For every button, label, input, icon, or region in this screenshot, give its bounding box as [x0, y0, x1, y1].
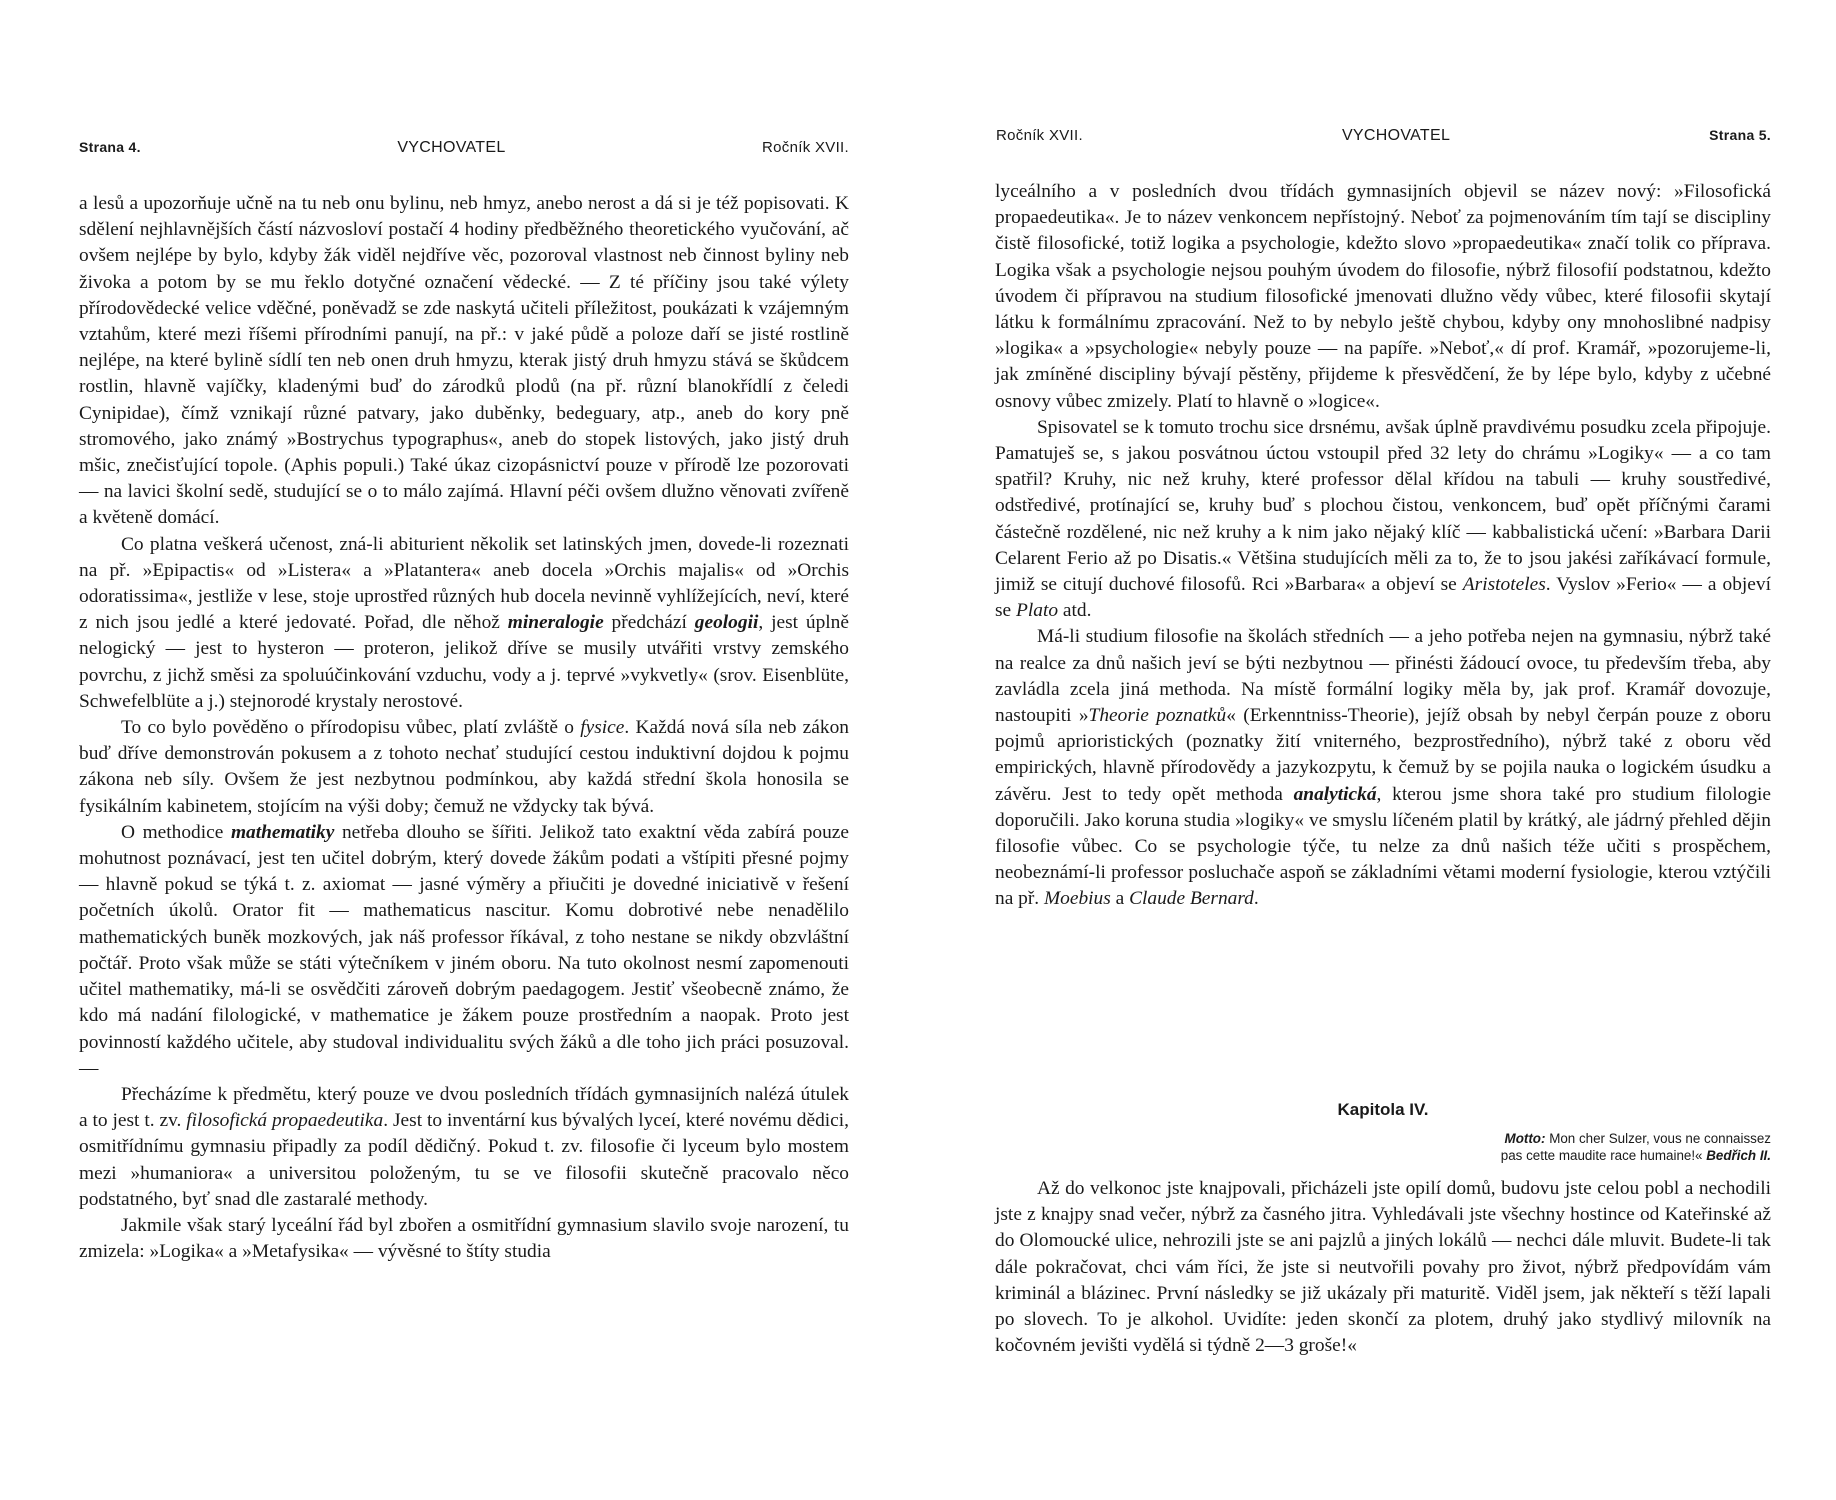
text-run: a	[1110, 888, 1130, 910]
paragraph	[79, 532, 849, 715]
motto-line-1	[1338, 1130, 1771, 1147]
paragraph	[79, 1082, 849, 1213]
text-run: , jest úplně nelogický — jest to hysteron — proteron, jelikož dříve se musily utvářiti vrstvy zemského povrchu, z jichž směsi za spoluúčinkování vzduchu, vody a j. teprvé »vykvetly« (srov. Eisenblüte, Schwefelblüte a j.) stejnorodé krystaly nerostové.	[79, 612, 849, 712]
text-run: Spisovatel se k tomuto trochu sice drsnému, avšak úplně pravdivému posudku zcela připojuje. Pamatuješ se, s jakou posvátnou úctou vstoupil před 32 lety do chrámu »Logiky« — a co tam spatřil? Kruhy, nic než kruhy, které professor dělal křídou na tabuli — kruhy soustředivé, odstředivé, protínající se, kruhy buď s plochou čistou, venkoncem, buď opět příčnými čarami částečně rozdělené, nic než kruhy a k nim jako nějaký klíč — kabbalistická učení: »Barbara Darii Celarent Ferio až po Disatis.« Většina studujících měli za to, že to jsou jakési zaříkávací formule, jimiž se citují duchové filosofů. Rci »Barbara« a objeví se	[995, 416, 1771, 596]
text-run: Jakmile však starý lyceální řád byl zbořen a osmitřídní gymnasium slavilo svoje narození, tu zmizela: »Logika« a »Metafysika« — vývěsné to štíty studia	[79, 1214, 849, 1263]
text-run: předchází	[603, 612, 695, 634]
text-run: O methodice	[121, 821, 231, 843]
emphasized-text: Moebius	[1044, 888, 1111, 910]
paragraph	[995, 179, 1771, 415]
right-page-label: Strana 5.	[1709, 127, 1771, 143]
text-run: lyceálního a v posledních dvou třídách gymnasijních objevil se název nový: »Filosofická propaedeutika«. Je to název venkoncem nepřístojný. Neboť za pojmenováním tím tají se discipliny čistě filosofické, totiž logika a psychologie, kdežto slovo »propaedeutika« značí tolik co příprava. Logika však a psychologie nejsou pouhým úvodem do filosofie, nýbrž filosofií podstatnou, kdežto úvodem či přípravou na studium filosofické jmenovati dlužno vědy vůbec, které filosofii skytají látku k formálnímu zpracování. Než to by nebylo ještě chybou, kdyby ony mnohoslibné nadpisy »logika« a »psychologie« nebyly pouze — na papíře. »Neboť,« dí prof. Kramář, »pozorujeme-li, jak zmíněné discipliny bývají pěstěny, přijdeme k přesvědčení, že by lépe bylo, kdyby z učebné osnovy vůbec zmizely. Platí to hlavně o »logice«.	[995, 181, 1771, 412]
emphasized-text: Aristoteles	[1462, 574, 1546, 596]
right-volume: Ročník XVII.	[996, 127, 1083, 144]
text-run: Co platna veškerá učenost, zná-li abiturient několik set latinských jmen, dovede-li rozeznati na př. »Epipactis« od »Listera« a »Platantera« aneb docela »Orchis majalis« od »Orchis odoratissima«, jestliže v lese, stoje uprostřed různých hub docela nevinně vyhlížejících, neví, které z nich jsou jedlé a které jedovaté. Pořad, dle něhož	[79, 533, 849, 634]
emphasized-text: fysice	[580, 717, 625, 739]
text-run: atd.	[1058, 600, 1092, 622]
paragraph	[995, 415, 1771, 625]
left-volume: Ročník XVII.	[762, 139, 849, 156]
text-run: . Vyslov »Ferio« — a objeví se	[995, 574, 1771, 622]
text-run: To co bylo pověděno o přírodopisu vůbec, platí zvláště o	[121, 717, 581, 739]
text-run: . Jest to inventární kus bývalých lyceí, které novému dědici, osmitřídnímu gymnasiu připadly za podíl dědičný. Pokud t. zv. filosofie či lyceum bylo mostem mezi »humaniora« a universitou položeným, tu se ve filosofii skutečně pracovalo něco podstatného, byť snad dle zastaralé methody.	[79, 1110, 849, 1210]
text-run: « (Erkenntniss-Theorie), jejíž obsah by nebyl čerpán pouze z oboru pojmů aprioristických (poznatky žití vniterného, bezprostředního), nýbrž také z oboru věd empirických, hlavně přírodovědy a jazykozpytu, k čemuž by se pojila nauka o logickém úsudku a závěru. Jest to tedy opět methoda	[995, 705, 1771, 805]
right-page	[918, 0, 1836, 1500]
text-run: , kterou jsme shora také pro studium filologie doporučili. Jako koruna studia »logiky« ve smyslu líčeném platil by krátký, ale jádrný přehled dějin filosofie vůbec. Co se psychologie týče, tu nelze za dnů našich téže učiti s prospěchem, neobeznámí-li professor posluchače aspoň se základními větami moderní fysiologie, kterou vztýčili na př.	[995, 783, 1771, 910]
motto-label: Motto:	[1504, 1131, 1546, 1146]
left-body-text	[79, 191, 849, 1265]
chapter-heading: Kapitola IV.	[1337, 1100, 1429, 1119]
left-journal-title: VYCHOVATEL	[397, 139, 506, 156]
text-run: Přecházíme k předmětu, který pouze ve dvou posledních třídách gymnasijních nalézá útulek a to jest t. zv.	[79, 1083, 849, 1132]
text-run: .	[1253, 888, 1259, 910]
motto-text-1: Mon cher Sulzer, vous ne connaissez	[1549, 1131, 1771, 1146]
paragraph	[995, 1176, 1771, 1359]
emphasized-text: analytická	[1293, 783, 1377, 805]
chapter-motto	[1338, 1130, 1771, 1164]
text-run: a lesů a upozorňuje učně na tu neb onu bylinu, neb hmyz, anebo nerost a dá si je též popisovati. K sdělení nejhlavnějších částí názvosloví postačí 4 hodiny předběžného theoretického vyučování, ač ovšem nejlépe by bylo, kdyby žák viděl nejdříve věc, pozoroval vlastnost neb činnost byliny neb živoka a potom by se mu řeklo dotyčné označení vědecké. — Z té příčiny jsou také výlety přírodovědecké velice vděčné, poněvadž se zde naskytá učiteli příležitost, poukázati k vzájemným vztahům, které mezi říšemi přírodními panují, na př.: v jaké půdě a poloze daří se jisté rostlině nejlépe, na které bylině sídlí ten neb onen druh hmyzu, kterak jistý druh hmyzu stává se škůdcem rostlin, hlavně vajíčky, kladenými buď do zárodků plodů (na př. různí blanokřídlí z čeledi Cynipidae), čímž vznikají různé patvary, jako duběnky, bedeguary, atp., aneb do kory pně stromového, jako známý »Bostrychus typographus«, aneb do stopek listových, jako jistý druh mšic, znečisťující topole. (Aphis populi.) Také úkaz cizopásnictví pouze v přírodě lze pozorovati — na lavici školní sedě, studující se o to málo zajímá. Hlavní péči ovšem dlužno věnovati zvířeně a květeně domácí.	[79, 193, 849, 529]
emphasized-text: filosofická propaedeutika	[186, 1110, 384, 1132]
paragraph	[79, 715, 849, 820]
motto-text-2: pas cette maudite race humaine!«	[1500, 1148, 1703, 1163]
chapter-body-text	[995, 1176, 1771, 1359]
motto-signature: Bedřich II.	[1706, 1148, 1771, 1163]
emphasized-text: mathematiky	[230, 821, 335, 843]
emphasized-text: Theorie poznatků	[1088, 705, 1227, 727]
right-running-head	[996, 127, 1771, 149]
paragraph	[995, 624, 1771, 912]
emphasized-text: mineralogie	[507, 612, 604, 634]
text-run: Až do velkonoc jste knajpovali, přicházeli jste opilí domů, budovu jste celou pobl a nechodili jste z knajpy snad večer, nýbrž za časného jitra. Vyhledávali jste všechny hostince od Kateřinské až do Olomoucké ulice, nehrozili jste se ani pajzlů a jiných lokálů — nechci dále mluvit. Budete-li tak dále pokračovat, chci vám říci, že jste si neutvořili povahy pro život, nýbrž předpovídám vám kriminál a blázinec. První následky se již ukázaly při maturitě. Viděl jsem, jak někteří s těží lapali po slovech. To je alkohol. Uvidíte: jeden skončí za plotem, druhý jako stydlivý milovník na kočovném jevišti vydělá si týdně 2—3 groše!«	[995, 1178, 1771, 1357]
right-body-text	[995, 179, 1771, 913]
left-page-label: Strana 4.	[79, 139, 141, 155]
motto-line-2	[1338, 1147, 1771, 1164]
paragraph	[79, 1213, 849, 1265]
right-journal-title: VYCHOVATEL	[1341, 127, 1451, 144]
paragraph	[79, 191, 849, 532]
text-run: netřeba dlouho se šířiti. Jelikož tato exaktní věda zabírá pouze mohutnost poznávací, jest ten učitel dobrým, který dovede žákům podati a vštípiti přesné pojmy — hlavně pokud se týká t. z. axiomat — jasné výměry a přiučiti je dovedné iniciativě v řešení početních úkolů. Orator fit — mathematicus nascitur. Komu dobrotivé nebe nenadělilo mathematických buněk mozkových, jak náš professor říkával, z toho nestane se nikdy obzvláštní počtář. Proto však může se státi výtečníkem v jiném oboru. Na tuto okolnost nesmí zapomenouti učitel mathematiky, má-li se osvědčiti zároveň dobrým paedagogem. Jestiť všeobecně známo, že kdo má nadání filologické, v mathematice je žákem pouze prostředním a naopak. Proto jest povinností každého učitele, aby studoval individualitu svých žáků a dle toho jich práci posuzoval. —	[79, 821, 849, 1079]
emphasized-text: Claude Bernard	[1129, 888, 1254, 910]
left-running-head	[79, 139, 849, 161]
paragraph	[79, 820, 849, 1082]
emphasized-text: Plato	[1016, 600, 1059, 622]
emphasized-text: geologii	[694, 612, 759, 634]
text-run: . Každá nová síla neb zákon buď dříve demonstrován pokusem a z tohoto nechať studující cestou induktivní dojdou k pojmu zákona neb síly. Ovšem že jest nezbytnou podmínkou, aby každá střední škola honosila se fysikálním kabinetem, stojícím na výši doby; čemuž ne vždycky tak bývá.	[79, 717, 849, 817]
text-run: Má-li studium filosofie na školách středních — a jeho potřeba nejen na gymnasiu, nýbrž také na realce za dnů našich jeví se býti nezbytnou — přinésti žádoucí ovoce, tu především třeba, aby zavládla zcela jiná methoda. Na místě formální logiky měla by, jak prof. Kramář dovozuje, nastoupiti »	[995, 626, 1771, 727]
